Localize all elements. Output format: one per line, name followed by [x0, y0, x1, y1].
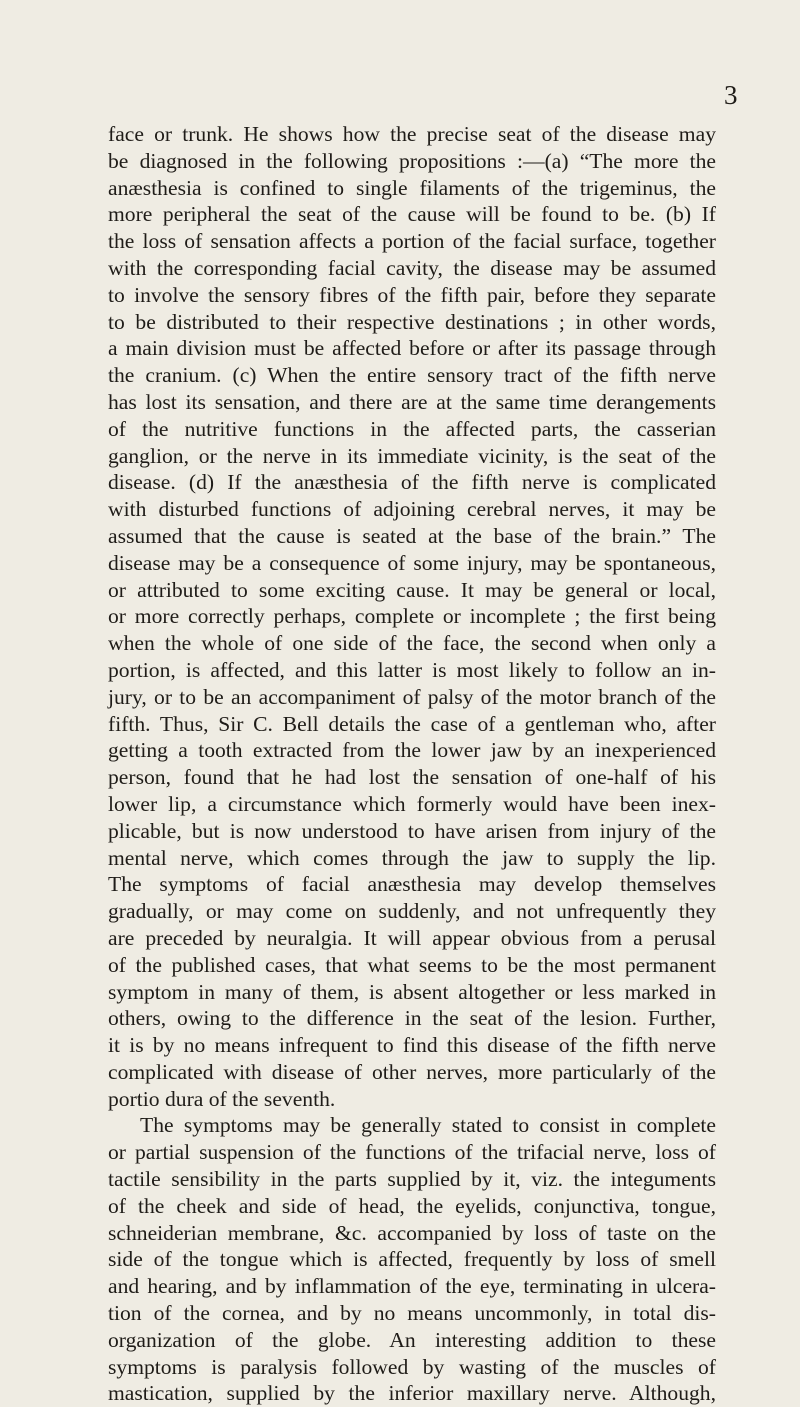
- text-line: disease. (d) If the anæsthesia of the fifth nerve is complicated: [108, 470, 716, 495]
- text-line: face or trunk. He shows how the precise seat of the disease may: [108, 122, 716, 146]
- text-line: of the nutritive functions in the affected parts, the casserian: [108, 416, 716, 441]
- text-line: to involve the sensory fibres of the fifth pair, before they separate: [108, 282, 716, 307]
- text-line: lower lip, a circumstance which formerly would have been inex-: [108, 791, 716, 816]
- text-line: plicable, but is now understood to have arisen from injury of the: [108, 818, 716, 843]
- text-line: schneiderian membrane, &c. accompanied by loss of taste on the: [108, 1220, 716, 1245]
- text-line: or attributed to some exciting cause. It may be general or local,: [108, 577, 716, 602]
- text-line: of the cheek and side of head, the eyelids, conjunctiva, tongue,: [108, 1193, 716, 1218]
- page-number: 3: [724, 80, 738, 110]
- text-line: has lost its sensation, and there are at the same time derangements: [108, 389, 716, 414]
- text-line: The symptoms may be generally stated to consist in complete: [140, 1113, 716, 1138]
- text-line: symptom in many of them, is absent altogether or less marked in: [108, 979, 716, 1004]
- text-line: or more correctly perhaps, complete or incomplete ; the first being: [108, 604, 716, 629]
- text-line: mental nerve, which comes through the jaw to supply the lip.: [108, 845, 716, 870]
- text-line: person, found that he had lost the sensation of one-half of his: [108, 765, 716, 790]
- text-line: others, owing to the difference in the seat of the lesion. Further,: [108, 1006, 716, 1031]
- text-line: of the published cases, that what seems to be the most permanent: [108, 952, 716, 977]
- text-line: tactile sensibility in the parts supplied by it, viz. the integuments: [108, 1167, 716, 1192]
- text-line: symptoms is paralysis followed by wasting of the muscles of: [108, 1354, 716, 1379]
- text-line: tion of the cornea, and by no means uncommonly, in total dis-: [108, 1301, 716, 1326]
- text-line: The symptoms of facial anæsthesia may develop themselves: [108, 872, 716, 897]
- text-line: the cranium. (c) When the entire sensory tract of the fifth nerve: [108, 363, 716, 388]
- text-line: with the corresponding facial cavity, the disease may be assumed: [108, 255, 716, 280]
- text-line: jury, or to be an accompaniment of palsy of the motor branch of the: [108, 684, 716, 709]
- text-line: more peripheral the seat of the cause will be found to be. (b) If: [108, 202, 716, 227]
- text-line: fifth. Thus, Sir C. Bell details the case of a gentleman who, after: [108, 711, 716, 736]
- text-line: getting a tooth extracted from the lower jaw by an inexperienced: [108, 738, 716, 763]
- text-line: complicated with disease of other nerves, more particularly of the: [108, 1059, 716, 1084]
- text-line: be diagnosed in the following propositions :—(a) “The more the: [108, 148, 716, 173]
- text-line: assumed that the cause is seated at the base of the brain.” The: [108, 523, 716, 548]
- text-line: organization of the globe. An interesting addition to these: [108, 1327, 716, 1352]
- text-line: portio dura of the seventh.: [108, 1086, 336, 1111]
- text-line: anæsthesia is confined to single filaments of the trigeminus, the: [108, 175, 716, 200]
- text-line: when the whole of one side of the face, the second when only a: [108, 631, 716, 656]
- text-line: gradually, or may come on suddenly, and not unfrequently they: [108, 899, 716, 924]
- text-line: disease may be a consequence of some injury, may be spontaneous,: [108, 550, 716, 575]
- text-line: side of the tongue which is affected, frequently by loss of smell: [108, 1247, 716, 1272]
- text-line: mastication, supplied by the inferior maxillary nerve. Although,: [108, 1381, 716, 1406]
- text-line: are preceded by neuralgia. It will appear obvious from a perusal: [108, 925, 716, 950]
- text-line: to be distributed to their respective destinations ; in other words,: [108, 309, 716, 334]
- text-line: it is by no means infrequent to find this disease of the fifth nerve: [108, 1033, 716, 1058]
- text-line: portion, is affected, and this latter is most likely to follow an in-: [108, 657, 716, 682]
- text-line: ganglion, or the nerve in its immediate vicinity, is the seat of the: [108, 443, 716, 468]
- text-line: or partial suspension of the functions of the trifacial nerve, loss of: [108, 1140, 716, 1165]
- body-text: [108, 121, 716, 1407]
- text-line: the loss of sensation affects a portion of the facial surface, together: [108, 229, 716, 254]
- text-line: with disturbed functions of adjoining cerebral nerves, it may be: [108, 497, 716, 522]
- text-line: a main division must be affected before or after its passage through: [108, 336, 716, 361]
- text-line: and hearing, and by inflammation of the eye, terminating in ulcera-: [108, 1274, 716, 1299]
